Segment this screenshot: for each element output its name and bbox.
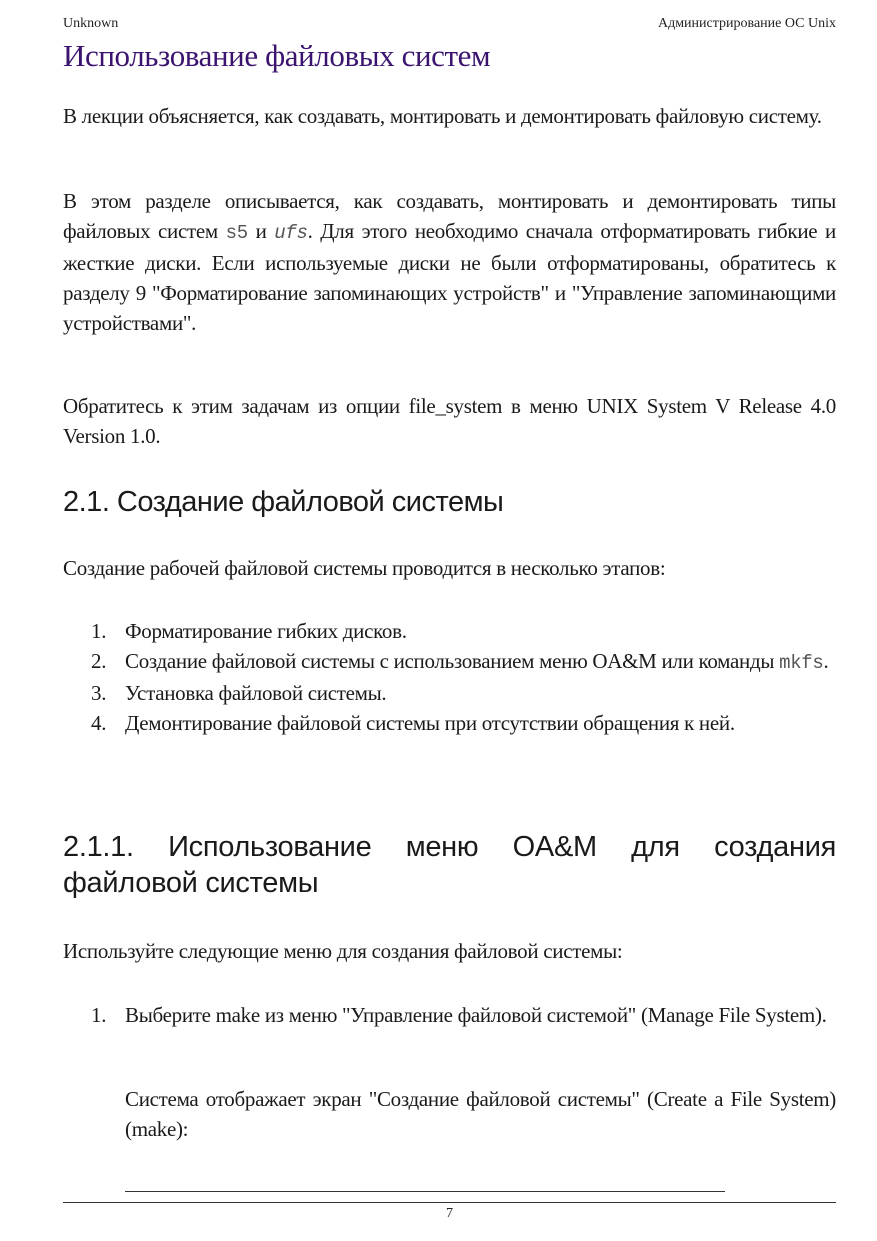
- code-ufs: ufs: [274, 222, 308, 244]
- list-text: Форматирование гибких дисков.: [125, 619, 407, 643]
- intro-paragraph-3: Обратитесь к этим задачам из опции file_system в меню UNIX System V Release 4.0 Version 1.0.: [63, 394, 836, 448]
- list-text: Установка файловой системы.: [125, 681, 387, 705]
- list-text-tail: .: [823, 649, 829, 673]
- list-number: 3.: [91, 681, 107, 705]
- page-title: Использование файловых систем: [63, 38, 491, 73]
- section-heading-2-1: 2.1. Создание файловой системы: [63, 486, 504, 518]
- content-rule: [125, 1191, 725, 1192]
- section-2-1-1-note: Система отображает экран "Создание файловой системы" (Create a File System) (make):: [125, 1087, 836, 1141]
- list-item: [63, 678, 836, 708]
- code-s5: s5: [225, 222, 248, 244]
- list-item: [63, 708, 836, 738]
- list-text: Выберите make из меню "Управление файловой системой" (Manage File System).: [125, 1003, 827, 1027]
- list-text: Создание файловой системы с использованием меню OA&M или команды: [125, 649, 780, 673]
- intro-paragraph-2: [63, 186, 836, 338]
- section-2-1-1-steps: [63, 1000, 836, 1030]
- section-2-1-steps: [63, 616, 836, 738]
- list-number: 1.: [91, 619, 107, 643]
- header-left-text: Unknown: [63, 16, 119, 31]
- intro-paragraph-1: В лекции объясняется, как создавать, монтировать и демонтировать файловую систему.: [63, 104, 822, 128]
- list-number: 4.: [91, 711, 107, 735]
- section-2-1-lead: Создание рабочей файловой системы проводится в несколько этапов:: [63, 556, 666, 580]
- page-number: 7: [446, 1206, 453, 1221]
- section-heading-2-1-1: 2.1.1. Использование меню OA&M для создания файловой системы: [63, 831, 836, 899]
- intro-p2-text-b: и: [247, 219, 275, 243]
- footer-rule: [63, 1202, 836, 1203]
- header-right-text: Администрирование ОС Unix: [657, 16, 836, 31]
- intro-p2-text-c: . Для этого необходимо сначала отформатировать гибкие и жесткие диски. Если используемые диски не были отформатированы, обратитесь к разделу 9 "Форматирование запоминающих устройств" и "Управление запоминающими устройствами".: [63, 219, 836, 335]
- list-item: [63, 1000, 836, 1030]
- code-mkfs: mkfs: [779, 652, 824, 674]
- list-text: Демонтирование файловой системы при отсутствии обращения к ней.: [125, 711, 735, 735]
- list-number: 2.: [91, 649, 107, 673]
- list-number: 1.: [91, 1003, 107, 1027]
- intro-p2-text-a: В этом разделе описывается, как создавать, монтировать и демонтировать типы файловых систем: [63, 189, 836, 243]
- document-page: [63, 0, 836, 1241]
- section-2-1-1-lead: Используйте следующие меню для создания файловой системы:: [63, 939, 623, 963]
- list-item: [63, 646, 836, 678]
- list-item: [63, 616, 836, 646]
